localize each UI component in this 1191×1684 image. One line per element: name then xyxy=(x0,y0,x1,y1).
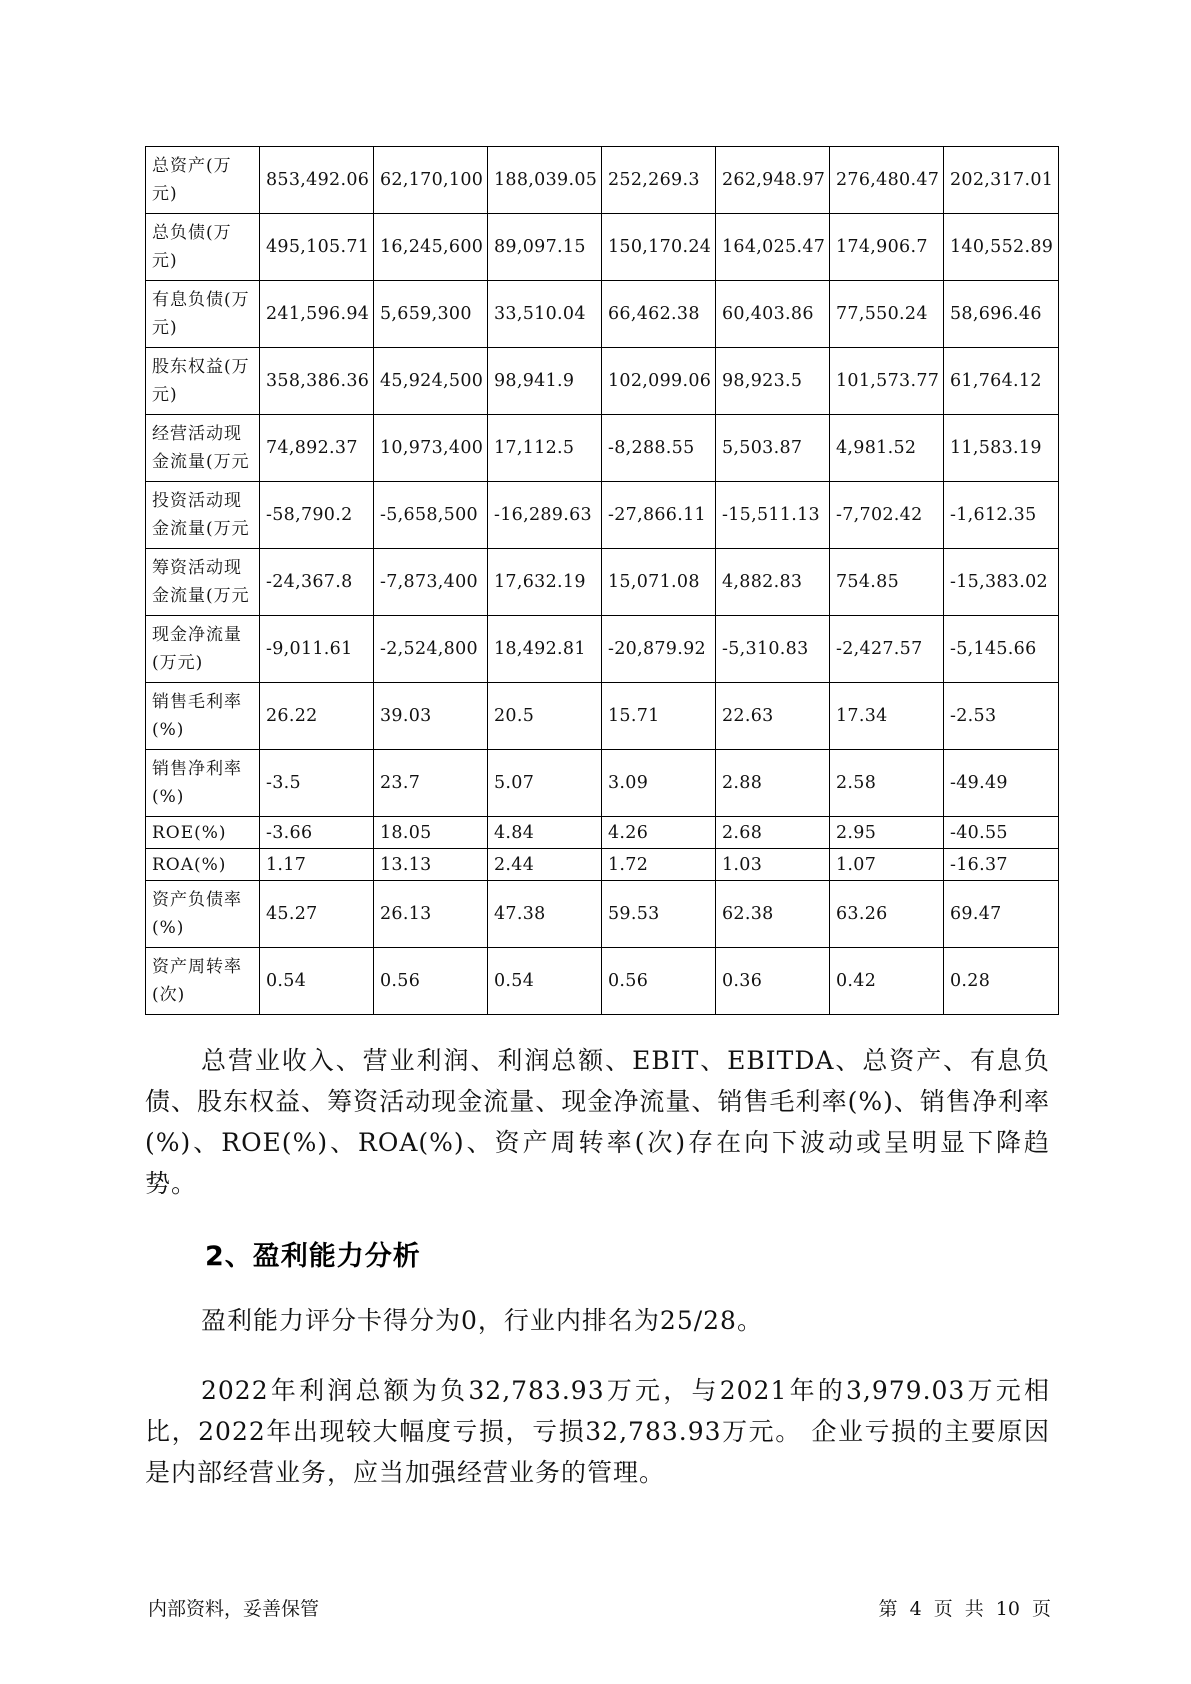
table-cell: -2,524,800 xyxy=(374,616,488,683)
table-row xyxy=(146,214,1059,281)
table-cell: 150,170.24 xyxy=(602,214,716,281)
table-row xyxy=(146,482,1059,549)
table-cell: -3.5 xyxy=(260,750,374,817)
table-cell: 74,892.37 xyxy=(260,415,374,482)
table-cell: 5.07 xyxy=(488,750,602,817)
table-cell: -5,310.83 xyxy=(716,616,830,683)
table-cell: -5,145.66 xyxy=(944,616,1059,683)
table-cell: 18.05 xyxy=(374,817,488,849)
table-row xyxy=(146,348,1059,415)
row-label: 有息负债(万元) xyxy=(146,281,260,348)
table-cell: 4.84 xyxy=(488,817,602,849)
table-cell: 4.26 xyxy=(602,817,716,849)
table-cell: 0.54 xyxy=(260,948,374,1015)
table-cell: 202,317.01 xyxy=(944,147,1059,214)
table-cell: -16,289.63 xyxy=(488,482,602,549)
table-cell: 0.56 xyxy=(374,948,488,1015)
table-cell: 16,245,600 xyxy=(374,214,488,281)
table-cell: 33,510.04 xyxy=(488,281,602,348)
table-cell: 17,632.19 xyxy=(488,549,602,616)
table-row xyxy=(146,616,1059,683)
table-cell: 98,923.5 xyxy=(716,348,830,415)
table-cell: 0.54 xyxy=(488,948,602,1015)
row-label: 销售净利率(%) xyxy=(146,750,260,817)
table-cell: 754.85 xyxy=(830,549,944,616)
table-row xyxy=(146,683,1059,750)
table-cell: -8,288.55 xyxy=(602,415,716,482)
table-cell: -5,658,500 xyxy=(374,482,488,549)
table-cell: -2.53 xyxy=(944,683,1059,750)
table-cell: 60,403.86 xyxy=(716,281,830,348)
table-cell: 2.88 xyxy=(716,750,830,817)
table-cell: -40.55 xyxy=(944,817,1059,849)
table-cell: 164,025.47 xyxy=(716,214,830,281)
table-cell: -3.66 xyxy=(260,817,374,849)
table-cell: 62,170,100 xyxy=(374,147,488,214)
row-label: 销售毛利率(%) xyxy=(146,683,260,750)
row-label: 现金净流量(万元) xyxy=(146,616,260,683)
table-row xyxy=(146,549,1059,616)
table-cell: 17.34 xyxy=(830,683,944,750)
table-cell: 11,583.19 xyxy=(944,415,1059,482)
table-cell: 4,882.83 xyxy=(716,549,830,616)
table-cell: 1.72 xyxy=(602,849,716,881)
table-cell: -7,873,400 xyxy=(374,549,488,616)
profit-paragraph: 2022年利润总额为负32,783.93万元，与2021年的3,979.03万元相比，2022年出现较大幅度亏损，亏损32,783.93万元。 企业亏损的主要原因是内部经营业务，应当加强经营业务的管理。 xyxy=(145,1376,1050,1487)
table-cell: 0.28 xyxy=(944,948,1059,1015)
table-cell: 63.26 xyxy=(830,881,944,948)
table-cell: 23.7 xyxy=(374,750,488,817)
table-cell: 15.71 xyxy=(602,683,716,750)
score-paragraph: 盈利能力评分卡得分为0，行业内排名为25/28。 xyxy=(201,1306,763,1335)
table-cell: 276,480.47 xyxy=(830,147,944,214)
table-cell: 1.07 xyxy=(830,849,944,881)
table-cell: 39.03 xyxy=(374,683,488,750)
table-cell: 77,550.24 xyxy=(830,281,944,348)
table-cell: 2.58 xyxy=(830,750,944,817)
row-label: 总负债(万元) xyxy=(146,214,260,281)
table-row xyxy=(146,881,1059,948)
table-cell: -49.49 xyxy=(944,750,1059,817)
table-cell: 2.95 xyxy=(830,817,944,849)
table-cell: 0.42 xyxy=(830,948,944,1015)
table-cell: 174,906.7 xyxy=(830,214,944,281)
row-label: 经营活动现金流量(万元 xyxy=(146,415,260,482)
table-cell: -2,427.57 xyxy=(830,616,944,683)
table-cell: 2.44 xyxy=(488,849,602,881)
table-cell: 5,503.87 xyxy=(716,415,830,482)
table-cell: 47.38 xyxy=(488,881,602,948)
row-label: 筹资活动现金流量(万元 xyxy=(146,549,260,616)
table-cell: 0.36 xyxy=(716,948,830,1015)
table-cell: -7,702.42 xyxy=(830,482,944,549)
table-cell: -9,011.61 xyxy=(260,616,374,683)
table-cell: 66,462.38 xyxy=(602,281,716,348)
table-cell: 22.63 xyxy=(716,683,830,750)
table-cell: 853,492.06 xyxy=(260,147,374,214)
row-label: 资产周转率(次) xyxy=(146,948,260,1015)
footer-confidential-note: 内部资料，妥善保管 xyxy=(148,1598,320,1620)
table-row xyxy=(146,147,1059,214)
section-heading: 2、盈利能力分析 xyxy=(205,1241,421,1272)
footer-page-number: 第 4 页 共 10 页 xyxy=(878,1598,1051,1620)
table-cell: -15,383.02 xyxy=(944,549,1059,616)
table-cell: 262,948.97 xyxy=(716,147,830,214)
table-cell: 61,764.12 xyxy=(944,348,1059,415)
table-cell: 0.56 xyxy=(602,948,716,1015)
table-cell: 69.47 xyxy=(944,881,1059,948)
table-cell: 358,386.36 xyxy=(260,348,374,415)
table-cell: 26.13 xyxy=(374,881,488,948)
table-cell: 98,941.9 xyxy=(488,348,602,415)
table-row xyxy=(146,948,1059,1015)
table-cell: 10,973,400 xyxy=(374,415,488,482)
table-cell: 18,492.81 xyxy=(488,616,602,683)
table-cell: 2.68 xyxy=(716,817,830,849)
row-label: ROE(%) xyxy=(146,817,260,849)
table-cell: 4,981.52 xyxy=(830,415,944,482)
table-cell: 89,097.15 xyxy=(488,214,602,281)
row-label: 资产负债率(%) xyxy=(146,881,260,948)
table-cell: 26.22 xyxy=(260,683,374,750)
table-cell: 495,105.71 xyxy=(260,214,374,281)
table-cell: -24,367.8 xyxy=(260,549,374,616)
table-row xyxy=(146,849,1059,881)
table-cell: 1.17 xyxy=(260,849,374,881)
financial-table-body xyxy=(146,147,1059,1015)
table-cell: 102,099.06 xyxy=(602,348,716,415)
row-label: ROA(%) xyxy=(146,849,260,881)
row-label: 投资活动现金流量(万元 xyxy=(146,482,260,549)
financial-indicator-table xyxy=(145,146,1059,1015)
table-cell: -1,612.35 xyxy=(944,482,1059,549)
table-cell: 45,924,500 xyxy=(374,348,488,415)
table-cell: -15,511.13 xyxy=(716,482,830,549)
table-cell: 59.53 xyxy=(602,881,716,948)
row-label: 总资产(万元) xyxy=(146,147,260,214)
table-cell: 3.09 xyxy=(602,750,716,817)
table-row xyxy=(146,817,1059,849)
table-cell: 17,112.5 xyxy=(488,415,602,482)
table-cell: 13.13 xyxy=(374,849,488,881)
table-cell: 252,269.3 xyxy=(602,147,716,214)
trend-paragraph: 总营业收入、营业利润、利润总额、EBIT、EBITDA、总资产、有息负债、股东权益、筹资活动现金流量、现金净流量、销售毛利率(%)、销售净利率(%)、ROE(%)、ROA(%)、资产周转率(次)存在向下波动或呈明显下降趋势。 xyxy=(145,1046,1050,1198)
table-cell: -20,879.92 xyxy=(602,616,716,683)
table-row xyxy=(146,281,1059,348)
table-cell: 58,696.46 xyxy=(944,281,1059,348)
table-row xyxy=(146,750,1059,817)
table-cell: -16.37 xyxy=(944,849,1059,881)
table-row xyxy=(146,415,1059,482)
table-cell: 62.38 xyxy=(716,881,830,948)
table-cell: 15,071.08 xyxy=(602,549,716,616)
table-cell: 45.27 xyxy=(260,881,374,948)
table-cell: 101,573.77 xyxy=(830,348,944,415)
table-cell: 20.5 xyxy=(488,683,602,750)
table-cell: 5,659,300 xyxy=(374,281,488,348)
table-cell: 140,552.89 xyxy=(944,214,1059,281)
table-cell: -58,790.2 xyxy=(260,482,374,549)
table-cell: 188,039.05 xyxy=(488,147,602,214)
table-cell: -27,866.11 xyxy=(602,482,716,549)
row-label: 股东权益(万元) xyxy=(146,348,260,415)
table-cell: 241,596.94 xyxy=(260,281,374,348)
table-cell: 1.03 xyxy=(716,849,830,881)
